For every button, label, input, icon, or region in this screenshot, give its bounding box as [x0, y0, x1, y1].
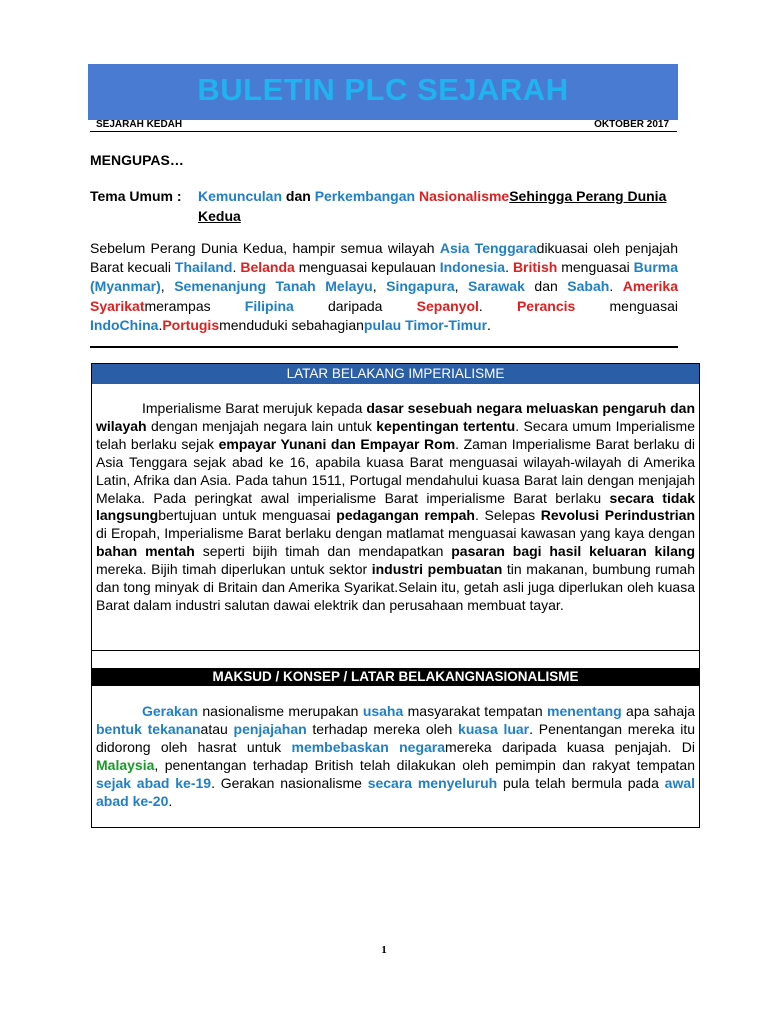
tema-word: Nasionalisme	[418, 188, 510, 204]
section-separator	[92, 650, 699, 668]
tema-word: Perkembangan	[314, 188, 416, 204]
subheader-date: OKTOBER 2017	[594, 119, 669, 130]
subheader-left: SEJARAH KEDAH	[96, 119, 183, 130]
para-text: mereka. Bijih timah diperlukan untuk sektor	[96, 561, 372, 578]
para-term: membebaskan negara	[291, 738, 446, 755]
intro-term: Indonesia	[439, 259, 506, 276]
page-title: BULETIN PLC SEJARAH	[197, 72, 569, 107]
intro-paragraph	[90, 239, 678, 335]
content-box	[91, 363, 700, 828]
para-term: Revolusi Perindustrian	[540, 507, 696, 524]
intro-term: British	[512, 259, 558, 276]
para-term: industri pembuatan	[371, 561, 503, 578]
para-text: nasionalisme merupakan	[198, 703, 363, 719]
para-term: kuasa luar	[458, 720, 530, 737]
subheader	[90, 119, 677, 132]
para-term: empayar Yunani dan Empayar Rom	[218, 435, 456, 452]
para-text: seperti bijih timah dan mendapatkan	[194, 543, 452, 560]
para-text: . Zaman Imperialisme Barat berlaku di Asia Tenggara sejak abad ke 16, apabila kuasa Barat menguasai wilayah-wilayah di Amerika Latin, Afrika dan Asia. Pada tahun 1511, Portugal mendahului kuasa Barat lain dengan menjajah Melaka. Pada peringkat awal imperialisme Barat imperialisme Barat berlaku	[96, 435, 695, 506]
intro-term: Belanda	[240, 259, 295, 276]
para-text: di Eropah, Imperialisme Barat berlaku dengan matlamat menguasai kawasan yang kaya dengan	[96, 525, 695, 542]
intro-term: Semenanjung Tanah Melayu	[174, 278, 373, 295]
para-text: bertujuan untuk menguasai	[158, 507, 337, 524]
intro-text: .	[158, 316, 163, 333]
para-term: pedagangan rempah	[336, 507, 475, 524]
intro-text: .	[487, 316, 491, 333]
para-text: dengan menjajah negara lain untuk	[146, 417, 377, 434]
intro-text: dikuasai oleh penjajah Barat kecuali	[90, 240, 678, 276]
intro-text: menguasai	[557, 259, 634, 276]
intro-text: dan	[524, 278, 568, 295]
para-term: dasar sesebuah negara meluaskan pengaruh dan wilayah	[96, 400, 695, 434]
para-text: .	[168, 792, 173, 809]
para-text: . Secara umum Imperialisme telah berlaku sejak	[96, 417, 695, 452]
tema-word: Sehingga Perang Dunia Kedua	[198, 188, 667, 224]
intro-text: .	[232, 259, 241, 276]
tema-value	[198, 186, 668, 226]
tema-word: dan	[282, 188, 315, 204]
section-heading-imperialisme: LATAR BELAKANG IMPERIALISME	[92, 364, 699, 384]
para-term: pasaran bagi hasil keluaran kilang	[451, 543, 695, 560]
para-text: terhadap mereka oleh	[306, 720, 459, 737]
intro-text: .	[609, 278, 623, 295]
para-term: bentuk tekanan	[96, 720, 201, 737]
para-term: menentang	[547, 703, 622, 719]
para-term: Gerakan	[142, 703, 199, 719]
divider	[90, 346, 678, 348]
intro-text: menduduki sebahagian	[219, 316, 364, 333]
intro-text: menguasai	[575, 297, 678, 314]
intro-term: Sarawak	[468, 278, 525, 295]
intro-text: ,	[160, 278, 175, 295]
section-heading-nasionalisme	[92, 668, 699, 686]
page-number: 1	[381, 944, 387, 956]
intro-term: Sepanyol	[416, 297, 479, 314]
tema-label: Tema Umum :	[90, 188, 182, 204]
para-text: apa sahaja	[621, 703, 696, 719]
intro-term: Burma (Myanmar)	[90, 259, 679, 295]
intro-term: Sabah	[567, 278, 610, 295]
intro-text: .	[505, 259, 513, 276]
para-term: usaha	[362, 703, 404, 719]
intro-text: Sebelum Perang Dunia Kedua, hampir semua wilayah	[90, 240, 440, 256]
para-text: . Gerakan nasionalisme	[211, 774, 368, 791]
para-term: awal abad ke-20	[96, 774, 696, 809]
intro-term: Amerika Syarikat	[90, 278, 678, 314]
intro-term: Portugis	[162, 316, 220, 333]
para-text: mereka daripada kuasa penjajah. Di	[445, 738, 695, 755]
intro-text: menguasai kepulauan	[294, 259, 440, 276]
intro-term: IndoChina	[90, 316, 159, 333]
imperialisme-paragraph	[96, 400, 695, 615]
para-text: . Penentangan mereka itu didorong oleh hasrat untuk	[96, 720, 695, 755]
para-term: secara tidak langsung	[96, 489, 695, 524]
intro-term: Asia Tenggara	[439, 240, 537, 256]
para-term: secara menyeluruh	[367, 774, 498, 791]
intro-text: ,	[454, 278, 469, 295]
para-text: tin makanan, bumbung rumah dan tong minyak di Britain dan Amerika Syarikat.Selain itu, getah asli juga diperlukan oleh kuasa Barat dalam industri salutan dawai elektrik dan perusahaan membuat tayar.	[96, 561, 695, 613]
tema-word: Kemunculan	[198, 188, 283, 204]
para-text: pula telah bermula pada	[497, 774, 665, 791]
intro-term: Singapura	[386, 278, 455, 295]
intro-text: daripada	[293, 297, 417, 314]
intro-text: .	[478, 297, 517, 314]
para-text: masyarakat tempatan	[403, 703, 548, 719]
para-text: atau	[200, 720, 234, 737]
para-text: . Selepas	[474, 507, 541, 524]
intro-text: merampas	[144, 297, 245, 314]
intro-term: Thailand	[174, 259, 233, 276]
mengupas-heading: MENGUPAS…	[90, 152, 184, 168]
intro-term: Filipina	[244, 297, 294, 314]
title-banner	[88, 64, 678, 120]
intro-text: ,	[372, 278, 387, 295]
para-term: bahan mentah	[96, 543, 195, 560]
para-term: sejak abad ke-19	[96, 774, 212, 791]
para-text: , penentangan terhadap British telah dilakukan oleh pemimpin dan rakyat tempatan	[154, 756, 695, 773]
para-term: kepentingan tertentu	[376, 417, 516, 434]
nasionalisme-paragraph	[96, 703, 695, 810]
intro-term: Perancis	[516, 297, 576, 314]
intro-term: pulau Timor-Timur	[363, 316, 488, 333]
para-text: Imperialisme Barat merujuk kepada	[142, 400, 367, 416]
para-term: Malaysia	[96, 756, 155, 773]
section-heading-text: MAKSUD / KONSEP / LATAR BELAKANGNASIONALISME	[212, 669, 579, 684]
para-term: penjajahan	[233, 720, 307, 737]
